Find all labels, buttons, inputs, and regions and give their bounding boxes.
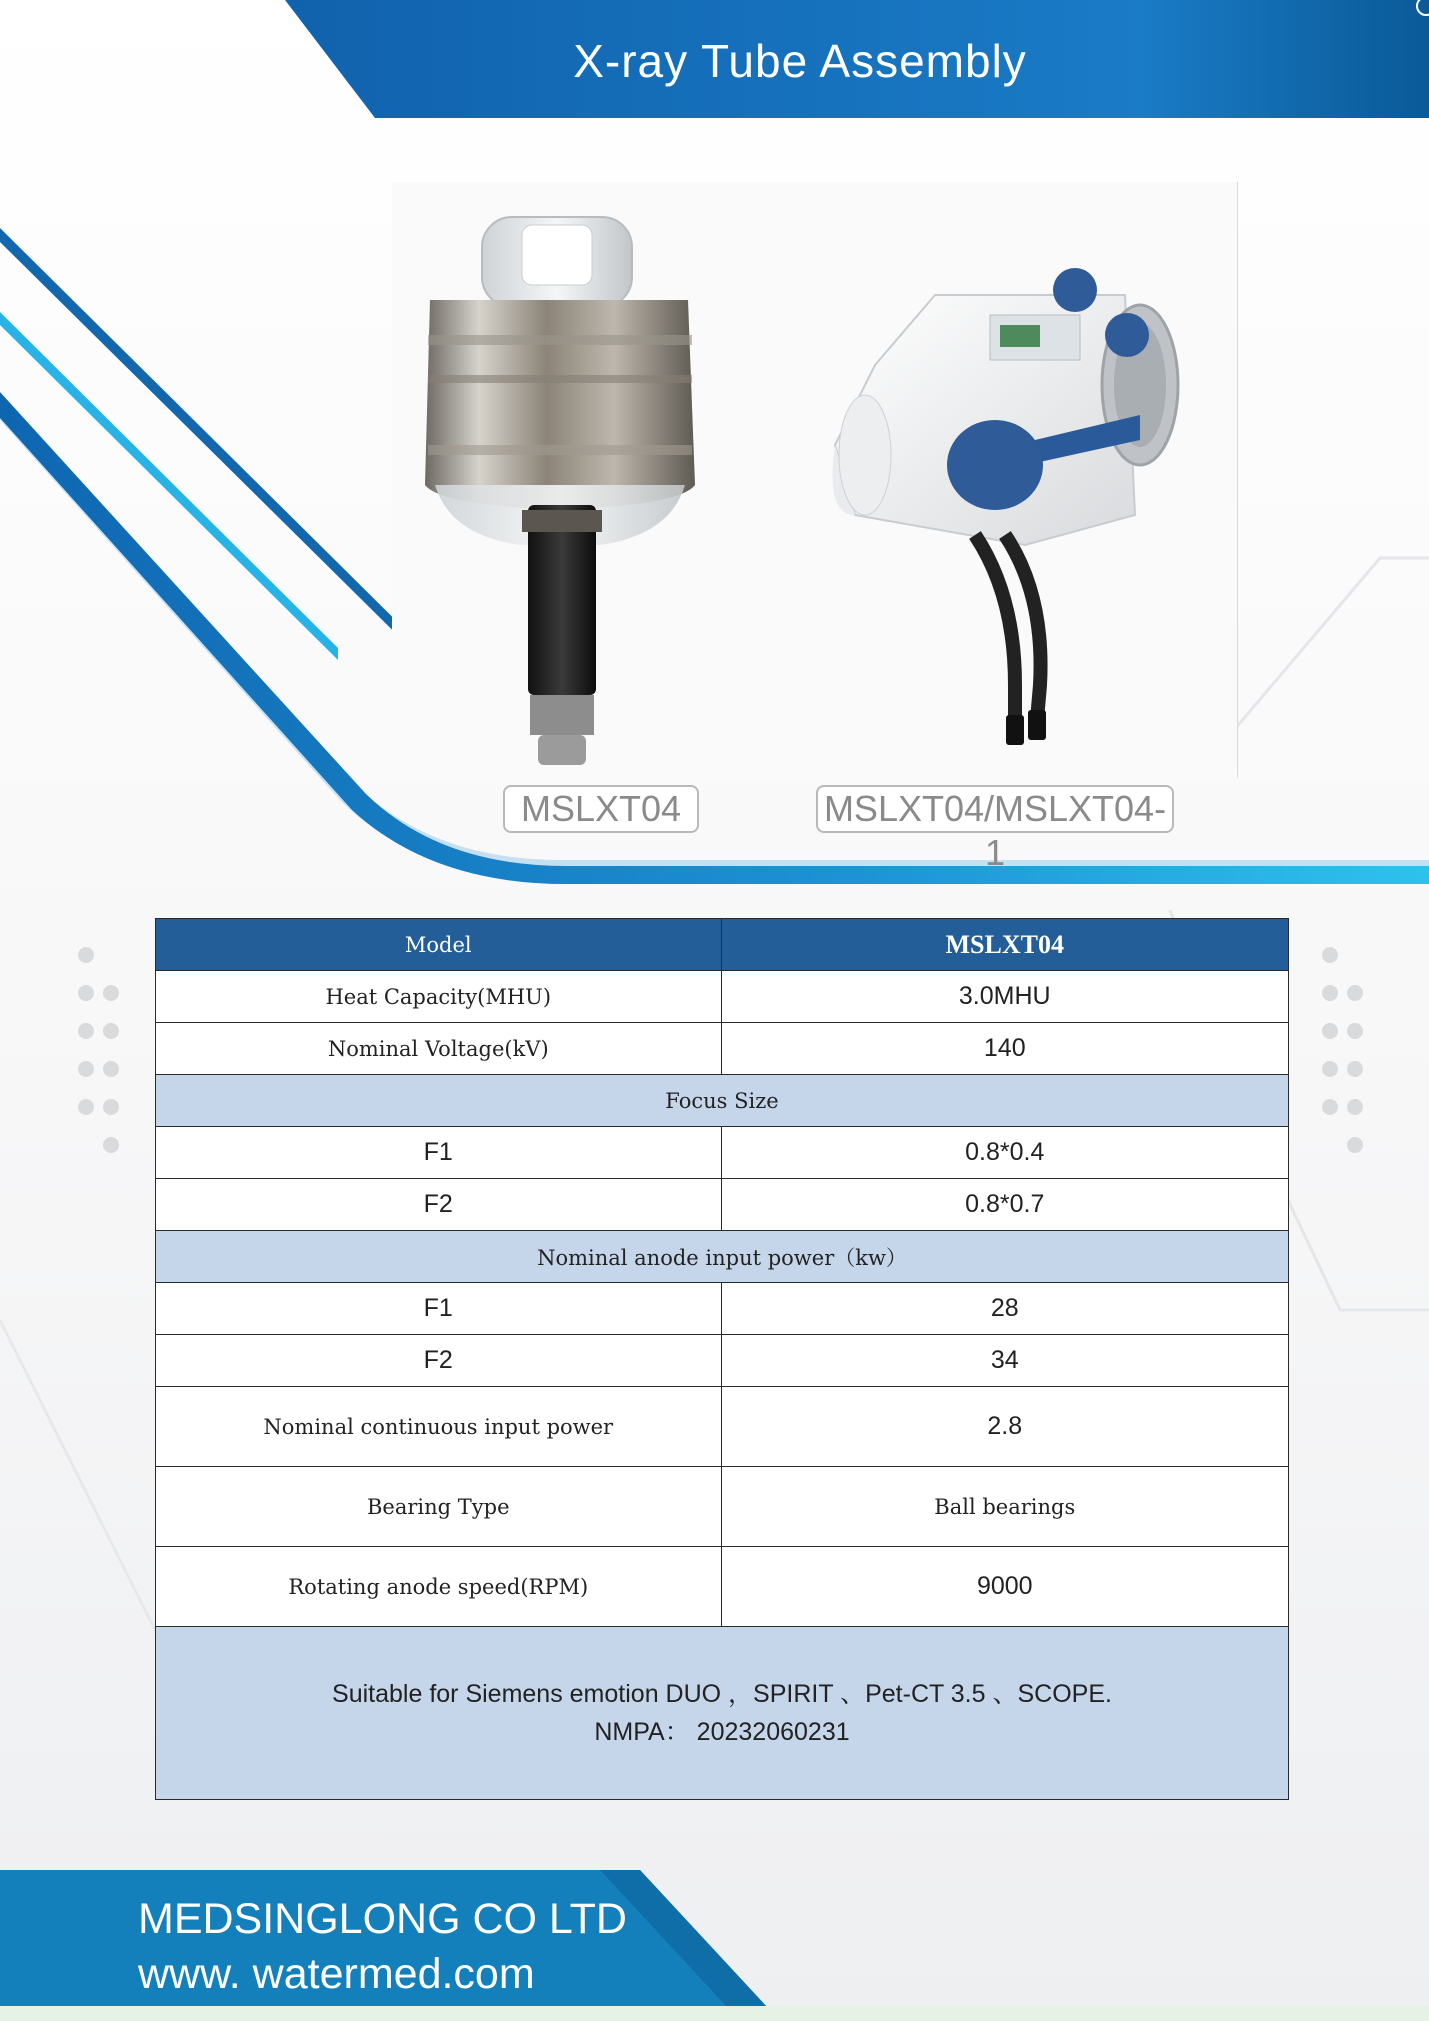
table-row <box>156 1335 1289 1387</box>
note-row <box>156 1627 1289 1800</box>
dot-pattern-right <box>1320 947 1370 1147</box>
anode-f2-value: 34 <box>721 1335 1288 1387</box>
xray-tube-insert-image <box>410 205 750 775</box>
focus-f1-value: 0.8*0.4 <box>721 1127 1288 1179</box>
header-label-cell: Model <box>156 919 722 971</box>
compatibility-note <box>156 1627 1289 1800</box>
focus-f1-label: F1 <box>156 1127 722 1179</box>
heat-capacity-value: 3.0MHU <box>721 971 1288 1023</box>
heat-capacity-label: Heat Capacity(MHU) <box>156 971 722 1023</box>
dot-pattern-left <box>76 947 126 1147</box>
suitable-for-text: Suitable for Siemens emotion DUO ，SPIRIT 、Pet-CT 3.5 、SCOPE. <box>332 1680 1112 1708</box>
anode-power-heading: Nominal anode input power（kw） <box>156 1231 1289 1283</box>
anode-f1-label: F1 <box>156 1283 722 1335</box>
section-row-focus-size <box>156 1075 1289 1127</box>
anode-speed-label: Rotating anode speed(RPM) <box>156 1547 722 1627</box>
spec-table <box>155 918 1289 1800</box>
focus-f2-label: F2 <box>156 1179 722 1231</box>
continuous-power-value: 2.8 <box>721 1387 1288 1467</box>
company-name: MEDSINGLONG CO LTD <box>138 1895 627 1943</box>
bearing-type-value: Ball bearings <box>721 1467 1288 1547</box>
anode-speed-value: 9000 <box>721 1547 1288 1627</box>
table-row <box>156 1127 1289 1179</box>
table-row <box>156 1179 1289 1231</box>
bearing-type-label: Bearing Type <box>156 1467 722 1547</box>
table-row <box>156 1547 1289 1627</box>
nmpa-number-text: NMPA： 20232060231 <box>594 1718 850 1746</box>
table-row <box>156 971 1289 1023</box>
anode-f1-value: 28 <box>721 1283 1288 1335</box>
nominal-voltage-label: Nominal Voltage(kV) <box>156 1023 722 1075</box>
table-row <box>156 1283 1289 1335</box>
model-label-housing: MSLXT04/MSLXT04-1 <box>816 785 1174 833</box>
focus-size-heading: Focus Size <box>156 1075 1289 1127</box>
page-title: X-ray Tube Assembly <box>573 35 1027 87</box>
header-model-cell: MSLXT04 <box>721 919 1288 971</box>
anode-f2-label: F2 <box>156 1335 722 1387</box>
table-row <box>156 1387 1289 1467</box>
xray-tube-housing-image <box>815 265 1215 755</box>
table-row <box>156 1467 1289 1547</box>
nominal-voltage-value: 140 <box>721 1023 1288 1075</box>
table-row <box>156 1023 1289 1075</box>
table-header-row <box>156 919 1289 971</box>
focus-f2-value: 0.8*0.7 <box>721 1179 1288 1231</box>
header-banner <box>0 0 1429 120</box>
section-row-anode-power <box>156 1231 1289 1283</box>
company-website: www. watermed.com <box>138 1950 535 1998</box>
model-label-insert: MSLXT04 <box>503 785 699 833</box>
continuous-power-label: Nominal continuous input power <box>156 1387 722 1467</box>
